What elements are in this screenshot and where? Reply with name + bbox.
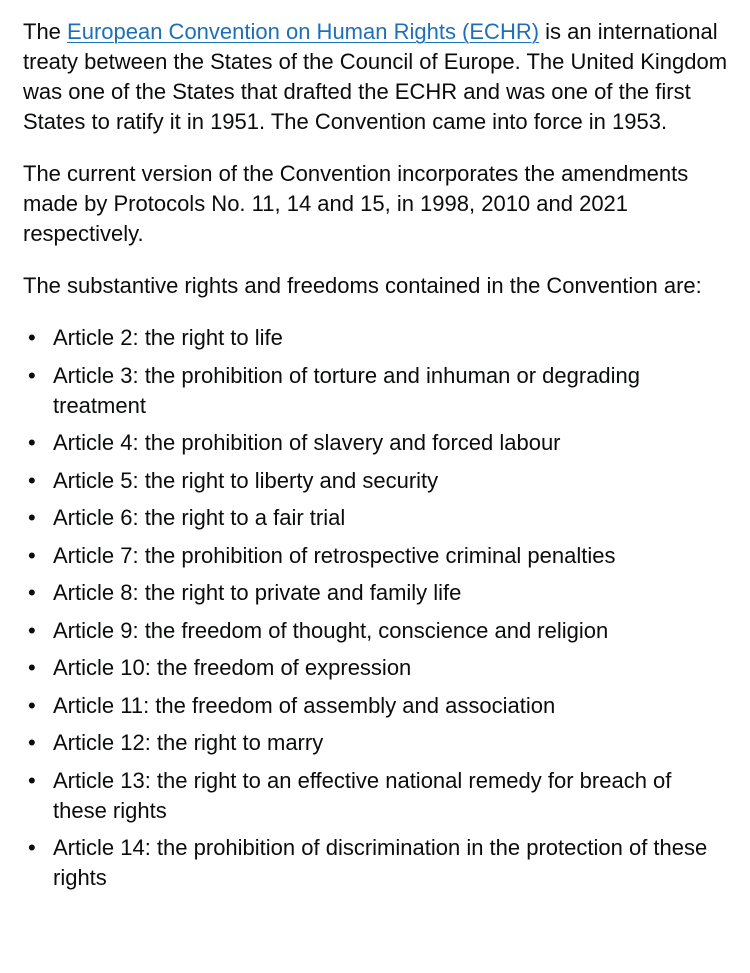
list-item	[23, 728, 728, 758]
list-item	[23, 833, 728, 893]
list-item-text: Article 8: the right to private and family life	[53, 580, 462, 605]
list-item-text: Article 10: the freedom of expression	[53, 655, 412, 680]
list-item	[23, 616, 728, 646]
list-item	[23, 503, 728, 533]
amendments-paragraph: The current version of the Convention incorporates the amendments made by Protocols No. 11, 14 and 15, in 1998, 2010 and 2021 respectively.	[23, 161, 689, 246]
list-item	[23, 578, 728, 608]
echr-link[interactable]: European Convention on Human Rights (ECHR)	[67, 19, 540, 44]
list-item-text: Article 7: the prohibition of retrospective criminal penalties	[53, 542, 616, 568]
bullet-icon: •	[28, 580, 36, 605]
rights-list	[23, 323, 728, 893]
list-item-text: Article 3: the prohibition of torture and inhuman or degrading treatment	[53, 362, 641, 418]
bullet-icon: •	[28, 505, 36, 530]
intro-paragraph	[23, 17, 728, 137]
bullet-icon: •	[28, 617, 36, 643]
bullet-icon: •	[28, 692, 36, 718]
list-item-text: Article 9: the freedom of thought, conscience and religion	[53, 617, 609, 643]
bullet-icon: •	[28, 467, 36, 493]
list-item-text: Article 14: the prohibition of discrimination in the protection of these rights	[53, 835, 708, 890]
bullet-icon: •	[28, 655, 36, 680]
bullet-icon: •	[28, 730, 36, 755]
list-item-text: Article 6: the right to a fair trial	[53, 505, 346, 530]
list-item	[23, 691, 728, 721]
list-item	[23, 466, 728, 496]
bullet-icon: •	[28, 430, 36, 455]
list-item-text: Article 13: the right to an effective national remedy for breach of these rights	[53, 767, 672, 823]
list-item	[23, 361, 728, 421]
list-item-text: Article 2: the right to life	[53, 325, 283, 350]
bullet-icon: •	[28, 835, 36, 860]
bullet-icon: •	[28, 542, 36, 568]
list-item	[23, 653, 728, 683]
list-item	[23, 541, 728, 571]
rights-intro-paragraph: The substantive rights and freedoms contained in the Convention are:	[23, 273, 702, 298]
list-item-text: Article 12: the right to marry	[53, 730, 324, 755]
list-item	[23, 428, 728, 458]
intro-prefix: The	[23, 19, 68, 44]
bullet-icon: •	[28, 362, 36, 388]
list-item-text: Article 11: the freedom of assembly and association	[53, 692, 556, 718]
list-item-text: Article 4: the prohibition of slavery and forced labour	[53, 430, 561, 455]
list-item	[23, 323, 728, 353]
bullet-icon: •	[28, 767, 36, 793]
list-item	[23, 766, 728, 826]
list-item-text: Article 5: the right to liberty and security	[53, 467, 439, 493]
intro-suffix: is an international treaty between the States of the Council of Europe. The United Kingdom was one of the States that drafted the ECHR and was one of the first States to ratify it in 1951. The Convention came into force in 1953.	[23, 19, 728, 134]
bullet-icon: •	[28, 325, 36, 350]
